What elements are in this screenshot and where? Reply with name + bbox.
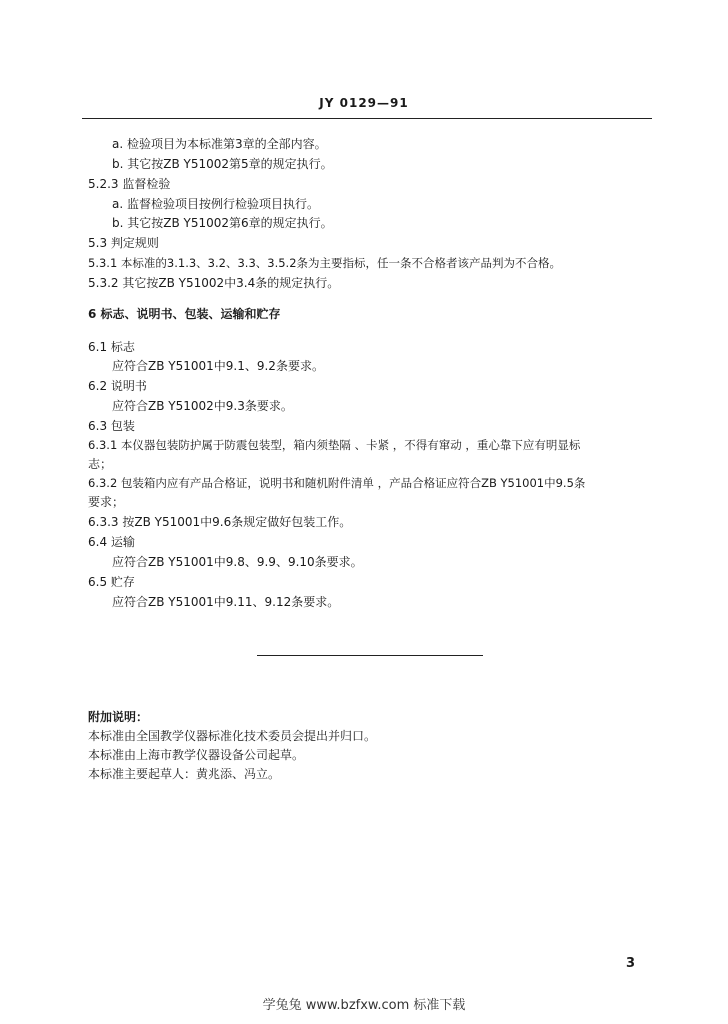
clause-6-3-2: 6.3.2 包装箱内应有产品合格证，说明书和随机附件清单 ，产品合格证应符合ZB Y51001中9.5条 [88, 476, 586, 490]
heading-6-4: 6.4 运输 [88, 535, 135, 549]
page-number: 3 [626, 956, 636, 971]
heading-6-1: 6.1 标志 [88, 340, 135, 354]
clause-6-1-body: 应符合ZB Y51001中9.1、9.2条要求。 [112, 359, 324, 373]
clause-6-3-2-cont: 要求； [88, 495, 125, 509]
clause-6-3-1-cont: 志； [88, 457, 113, 471]
clause-6-5-body: 应符合ZB Y51001中9.11、9.12条要求。 [112, 595, 340, 609]
clause-6-2-body: 应符合ZB Y51002中9.3条要求。 [112, 399, 293, 413]
item-5-2-2-a: a. 检验项目为本标准第3章的全部内容。 [112, 137, 327, 151]
section-6-title: 6 标志、说明书、包装、运输和贮存 [88, 307, 281, 321]
end-rule [257, 655, 483, 656]
heading-6-3: 6.3 包装 [88, 419, 135, 433]
document-header-code: JY 0129—91 [319, 96, 409, 110]
clause-6-4-body: 应符合ZB Y51001中9.8、9.9、9.10条要求。 [112, 555, 363, 569]
clause-5-3-2: 5.3.2 其它按ZB Y51002中3.4条的规定执行。 [88, 276, 340, 290]
notes-title: 附加说明： [88, 710, 149, 724]
item-5-2-3-a: a. 监督检验项目按例行检验项目执行。 [112, 197, 319, 211]
notes-item: 本标准由全国教学仪器标准化技术委员会提出并归口。 [88, 729, 377, 743]
notes-item: 本标准主要起草人：黄兆添、冯立。 [88, 767, 281, 781]
heading-6-2: 6.2 说明书 [88, 379, 147, 393]
watermark-footer: 学兔兔 www.bzfxw.com 标准下载 [262, 998, 466, 1013]
item-5-2-3-b: b. 其它按ZB Y51002第6章的规定执行。 [112, 216, 333, 230]
heading-5-2-3: 5.2.3 监督检验 [88, 177, 171, 191]
header-rule [82, 118, 652, 119]
heading-5-3: 5.3 判定规则 [88, 236, 159, 250]
clause-6-3-3: 6.3.3 按ZB Y51001中9.6条规定做好包装工作。 [88, 515, 352, 529]
clause-5-3-1: 5.3.1 本标准的3.1.3、3.2、3.3、3.5.2条为主要指标，任一条不合格者该产品判为不合格。 [88, 256, 562, 270]
heading-6-5: 6.5 贮存 [88, 575, 135, 589]
item-5-2-2-b: b. 其它按ZB Y51002第5章的规定执行。 [112, 157, 333, 171]
clause-6-3-1: 6.3.1 本仪器包装防护属于防震包装型，箱内须垫隔 、卡紧 ，不得有窜动 ，重心靠下应有明显标 [88, 438, 581, 452]
notes-item: 本标准由上海市教学仪器设备公司起草。 [88, 748, 305, 762]
